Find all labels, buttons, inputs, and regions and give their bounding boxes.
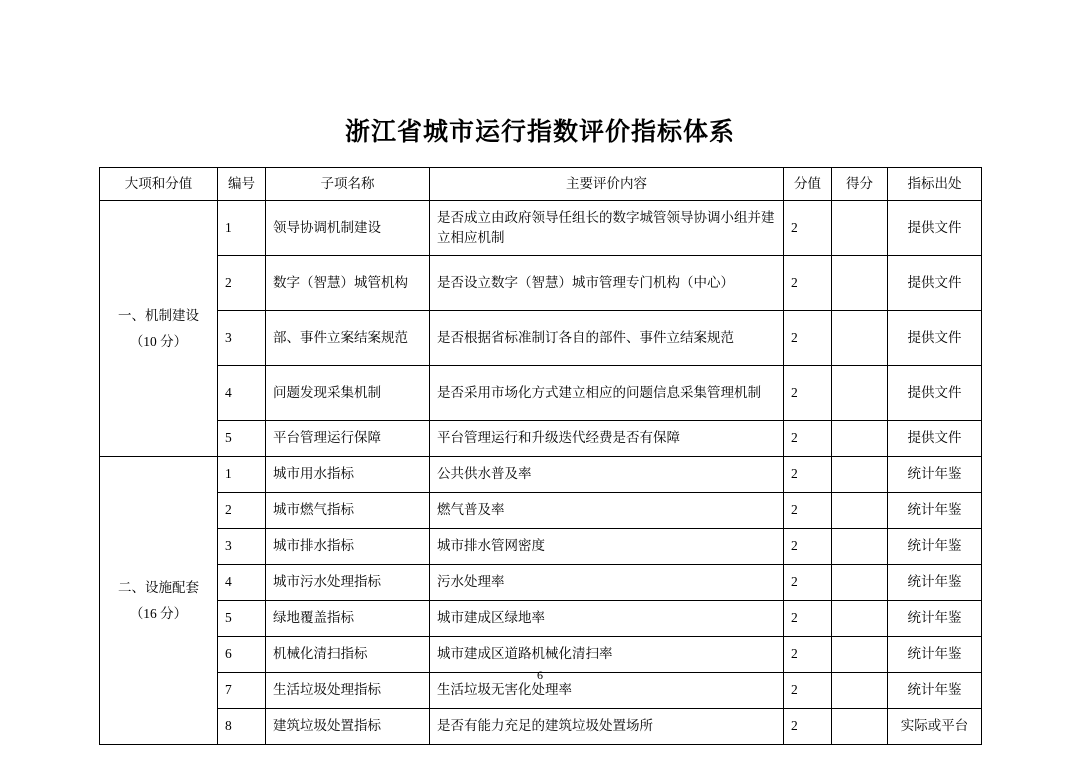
column-header-obtained: 得分: [832, 168, 888, 201]
row-source: 提供文件: [888, 421, 982, 457]
table-row: [100, 565, 982, 601]
table-row: [100, 601, 982, 637]
row-content: 生活垃圾无害化处理率: [430, 673, 784, 709]
table-row: [100, 256, 982, 311]
category-label: 一、机制建设: [118, 307, 199, 323]
row-score: 2: [784, 709, 832, 745]
category-cell-0: [100, 201, 218, 457]
row-score: 2: [784, 457, 832, 493]
category-label: 二、设施配套: [118, 579, 199, 595]
row-content: 城市建成区绿地率: [430, 601, 784, 637]
row-subitem: 城市燃气指标: [266, 493, 430, 529]
row-obtained[interactable]: [832, 366, 888, 421]
row-subitem: 城市污水处理指标: [266, 565, 430, 601]
row-source: 提供文件: [888, 256, 982, 311]
row-obtained[interactable]: [832, 529, 888, 565]
row-subitem: 建筑垃圾处置指标: [266, 709, 430, 745]
row-source: 统计年鉴: [888, 601, 982, 637]
row-number: 6: [218, 637, 266, 673]
column-header-subitem: 子项名称: [266, 168, 430, 201]
row-subitem: 数字（智慧）城管机构: [266, 256, 430, 311]
column-header-score: 分值: [784, 168, 832, 201]
row-subitem: 机械化清扫指标: [266, 637, 430, 673]
row-content: 城市排水管网密度: [430, 529, 784, 565]
row-content: 公共供水普及率: [430, 457, 784, 493]
row-number: 2: [218, 493, 266, 529]
table-row: [100, 493, 982, 529]
row-number: 7: [218, 673, 266, 709]
row-score: 2: [784, 673, 832, 709]
row-obtained[interactable]: [832, 457, 888, 493]
column-header-content: 主要评价内容: [430, 168, 784, 201]
column-header-number: 编号: [218, 168, 266, 201]
table-row: [100, 529, 982, 565]
row-content: 燃气普及率: [430, 493, 784, 529]
row-score: 2: [784, 637, 832, 673]
table-row: [100, 709, 982, 745]
row-score: 2: [784, 529, 832, 565]
row-content: 是否有能力充足的建筑垃圾处置场所: [430, 709, 784, 745]
page-number: 6: [537, 668, 543, 682]
row-source: 统计年鉴: [888, 637, 982, 673]
column-header-category: 大项和分值: [100, 168, 218, 201]
column-header-source: 指标出处: [888, 168, 982, 201]
row-subitem: 平台管理运行保障: [266, 421, 430, 457]
row-obtained[interactable]: [832, 421, 888, 457]
row-content: 城市建成区道路机械化清扫率: [430, 637, 784, 673]
table-row: [100, 311, 982, 366]
row-score: 2: [784, 601, 832, 637]
row-source: 统计年鉴: [888, 673, 982, 709]
row-obtained[interactable]: [832, 256, 888, 311]
row-content: 是否根据省标准制订各自的部件、事件立结案规范: [430, 311, 784, 366]
row-subitem: 部、事件立案结案规范: [266, 311, 430, 366]
row-number: 4: [218, 366, 266, 421]
row-source: 统计年鉴: [888, 565, 982, 601]
row-content: 污水处理率: [430, 565, 784, 601]
row-number: 4: [218, 565, 266, 601]
row-content: 平台管理运行和升级迭代经费是否有保障: [430, 421, 784, 457]
row-obtained[interactable]: [832, 709, 888, 745]
row-source: 提供文件: [888, 201, 982, 256]
row-number: 3: [218, 311, 266, 366]
category-score: （16 分）: [129, 605, 188, 621]
row-obtained[interactable]: [832, 601, 888, 637]
row-subitem: 生活垃圾处理指标: [266, 673, 430, 709]
row-subitem: 城市排水指标: [266, 529, 430, 565]
row-source: 实际或平台: [888, 709, 982, 745]
row-score: 2: [784, 256, 832, 311]
row-source: 提供文件: [888, 366, 982, 421]
row-score: 2: [784, 565, 832, 601]
table-row: [100, 366, 982, 421]
row-source: 统计年鉴: [888, 457, 982, 493]
row-number: 1: [218, 201, 266, 256]
row-subitem: 绿地覆盖指标: [266, 601, 430, 637]
evaluation-index-table: [99, 167, 982, 745]
category-score: （10 分）: [129, 333, 188, 349]
row-subitem: 城市用水指标: [266, 457, 430, 493]
row-subitem: 领导协调机制建设: [266, 201, 430, 256]
row-number: 3: [218, 529, 266, 565]
row-score: 2: [784, 421, 832, 457]
table-row: [100, 421, 982, 457]
row-subitem: 问题发现采集机制: [266, 366, 430, 421]
page-title: 浙江省城市运行指数评价指标体系: [344, 118, 735, 146]
row-obtained[interactable]: [832, 565, 888, 601]
row-score: 2: [784, 493, 832, 529]
table-header-row: [100, 168, 982, 201]
row-content: 是否设立数字（智慧）城市管理专门机构（中心）: [430, 256, 784, 311]
row-score: 2: [784, 311, 832, 366]
row-content: 是否采用市场化方式建立相应的问题信息采集管理机制: [430, 366, 784, 421]
table-row: [100, 457, 982, 493]
row-obtained[interactable]: [832, 201, 888, 256]
category-cell-1: [100, 457, 218, 745]
row-obtained[interactable]: [832, 311, 888, 366]
row-number: 5: [218, 421, 266, 457]
row-content: 是否成立由政府领导任组长的数字城管领导协调小组并建立相应机制: [430, 201, 784, 256]
row-score: 2: [784, 201, 832, 256]
row-number: 8: [218, 709, 266, 745]
row-number: 5: [218, 601, 266, 637]
row-obtained[interactable]: [832, 493, 888, 529]
table-row: [100, 201, 982, 256]
row-score: 2: [784, 366, 832, 421]
row-source: 统计年鉴: [888, 493, 982, 529]
row-source: 统计年鉴: [888, 529, 982, 565]
row-number: 2: [218, 256, 266, 311]
row-source: 提供文件: [888, 311, 982, 366]
row-number: 1: [218, 457, 266, 493]
